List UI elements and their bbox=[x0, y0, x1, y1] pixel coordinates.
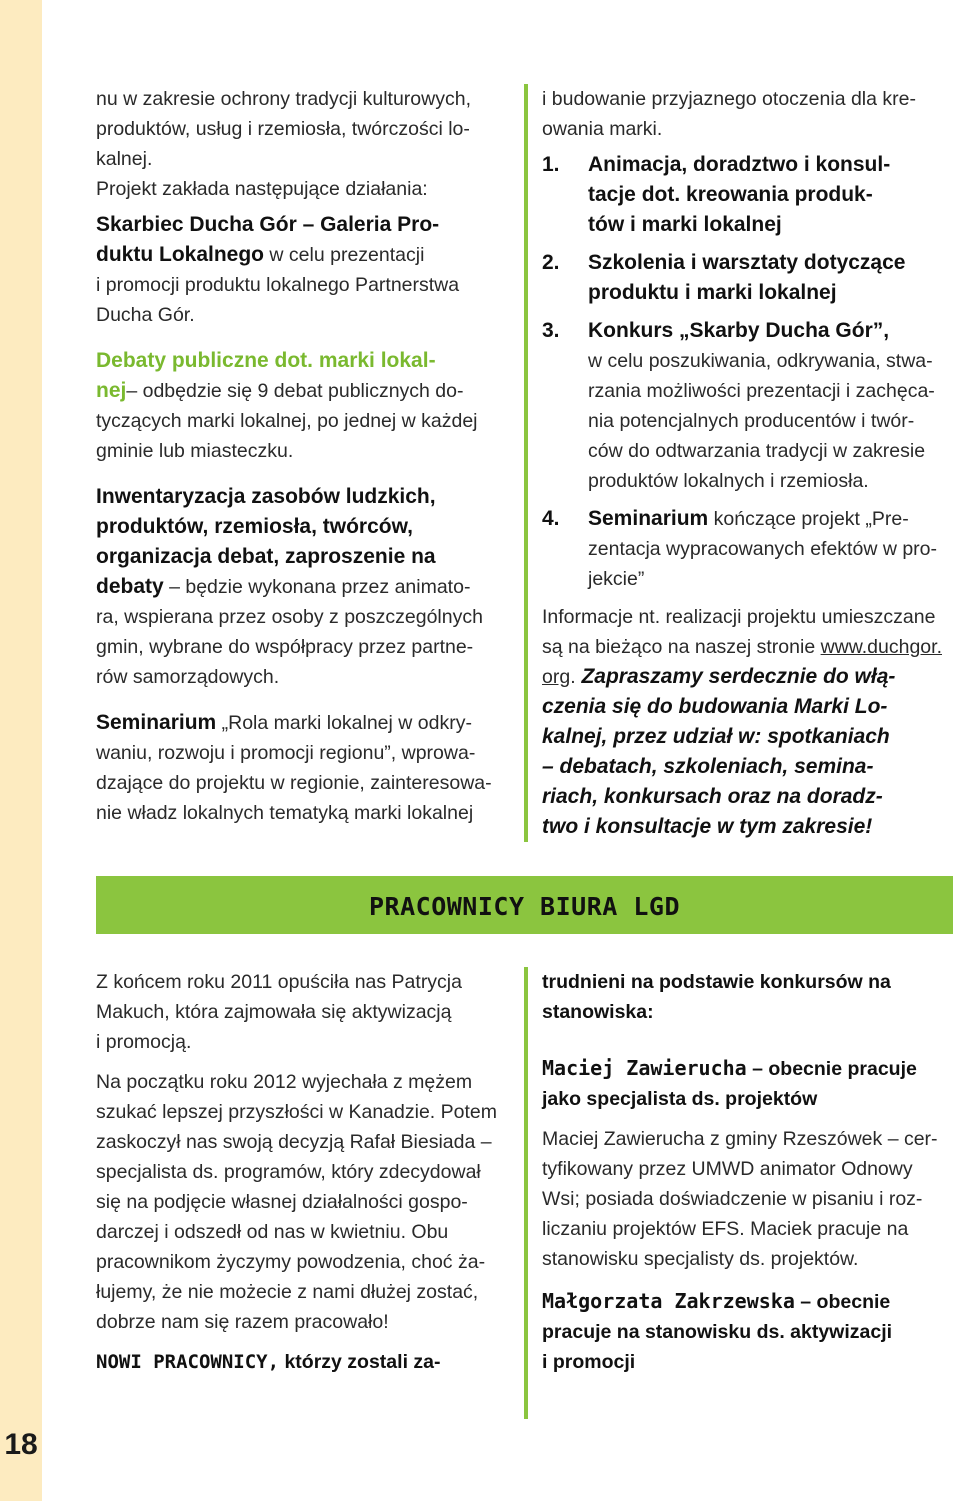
paragraph-inwentaryzacja: Inwentaryzacja zasobów ludzkich, produktów, rzemiosła, twórców, organizacja debat, zaproszenie na debaty – będzie wykonana przez animato- ra, wspierana przez osoby z poszczególnych gmin, wybrane do współpracy przez partne- rów samorządowych. bbox=[96, 485, 483, 688]
paragraph-seminarium: Seminarium „Rola marki lokalnej w odkry- waniu, rozwoju i promocji regionu”, wprowa- dzające do projektu w regionie, zainteresowa- nie władz lokalnych tematyką marki lokalnej bbox=[96, 711, 492, 824]
paragraph-continuation: nu w zakresie ochrony tradycji kulturowych, produktów, usług i rzemiosła, twórczości lo- kalnej. bbox=[96, 88, 471, 170]
section-title: PRACOWNICY BIURA LGD bbox=[368, 892, 681, 921]
info-paragraph: Informacje nt. realizacji projektu umieszczane są na bieżąco na naszej stronie www.duchgor. org. Zapraszamy serdecznie do włą- czenia się do budowania Marki Lo- kalnej, przez udział w: spotkaniach – debatach, szkoleniach, semina- riach, konkursach oraz na doradz- two i konsultacje w tym zakresie! bbox=[542, 606, 942, 838]
right-intro: i budowanie przyjaznego otoczenia dla kre- owania marki. bbox=[542, 88, 916, 140]
website-link-part2[interactable]: org bbox=[542, 666, 571, 688]
section-banner bbox=[96, 876, 953, 934]
page-sidebar-strip bbox=[0, 0, 42, 1501]
paragraph-departure: Z końcem roku 2011 opuściła nas Patrycja Makuch, która zajmowała się aktywizacją i promocją. bbox=[96, 971, 462, 1053]
bottom-left-column bbox=[96, 967, 508, 1377]
paragraph-debaty: Debaty publiczne dot. marki lokal- nej– odbędzie się 9 debat publicznych do- tyczących marki lokalnej, po jednej w każdej gminie lub miasteczku. bbox=[96, 349, 478, 462]
person-1-heading: Maciej Zawierucha – obecnie pracuje jako specjalista ds. projektów bbox=[542, 1056, 917, 1110]
bottom-right-column bbox=[542, 967, 954, 1377]
list-item-4: 4. Seminarium kończące projekt „Pre- zentacja wypracowanych efektów w pro- jekcie” bbox=[542, 507, 937, 590]
paragraph-new-staff: NOWI PRACOWNICY, którzy zostali za- bbox=[96, 1351, 441, 1373]
left-column bbox=[96, 84, 506, 828]
paragraph-hired: trudnieni na podstawie konkursów na stanowiska: bbox=[542, 971, 891, 1023]
paragraph-changes: Na początku roku 2012 wyjechała z mężem szukać lepszej przyszłości w Kanadzie. Potem zaskoczył nas swoją decyzją Rafał Biesiada – specjalista ds. programów, który zdecydował się na podjęcie własnej działalności gospo- darczej i odszedł od nas w kwietniu. Obu pracownikom życzymy powodzenia, choć ża- łujemy, że nie możecie z nami dłużej zostać, dobrze nam się razem pracowało! bbox=[96, 1071, 497, 1333]
list-item-3: 3. Konkurs „Skarby Ducha Gór”, w celu poszukiwania, odkrywania, stwa- rzania możliwości prezentacji i zachęca- nia potencjalnych producentów i twór- ców do odtwarzania tradycji w zakresie produktów lokalnych i rzemiosła. bbox=[542, 319, 935, 492]
paragraph-actions-intro: Projekt zakłada następujące działania: bbox=[96, 178, 428, 200]
person-1-description: Maciej Zawierucha z gminy Rzeszówek – cer- tyfikowany przez UMWD animator Odnowy Wsi; posiada doświadczenie w pisaniu i roz- liczaniu projektów EFS. Maciek pracuje na stanowisku specjalisty ds. projektów. bbox=[542, 1128, 938, 1270]
column-divider-bottom bbox=[524, 967, 528, 1419]
person-2-heading: Małgorzata Zakrzewska – obecnie pracuje na stanowisku ds. aktywizacji i promocji bbox=[542, 1289, 893, 1373]
right-column bbox=[542, 84, 954, 842]
column-divider-top bbox=[524, 84, 528, 842]
list-item-1: 1. Animacja, doradztwo i konsul- tacje dot. kreowania produk- tów i marki lokalnej bbox=[542, 153, 891, 236]
website-link-part1[interactable]: www.duchgor. bbox=[820, 636, 942, 658]
list-item-2: 2. Szkolenia i warsztaty dotyczące produktu i marki lokalnej bbox=[542, 251, 906, 304]
page-number: 18 bbox=[4, 1428, 38, 1461]
paragraph-skarbiec: Skarbiec Ducha Gór – Galeria Pro- duktu Lokalnego w celu prezentacji i promocji produktu lokalnego Partnerstwa Ducha Gór. bbox=[96, 213, 460, 326]
